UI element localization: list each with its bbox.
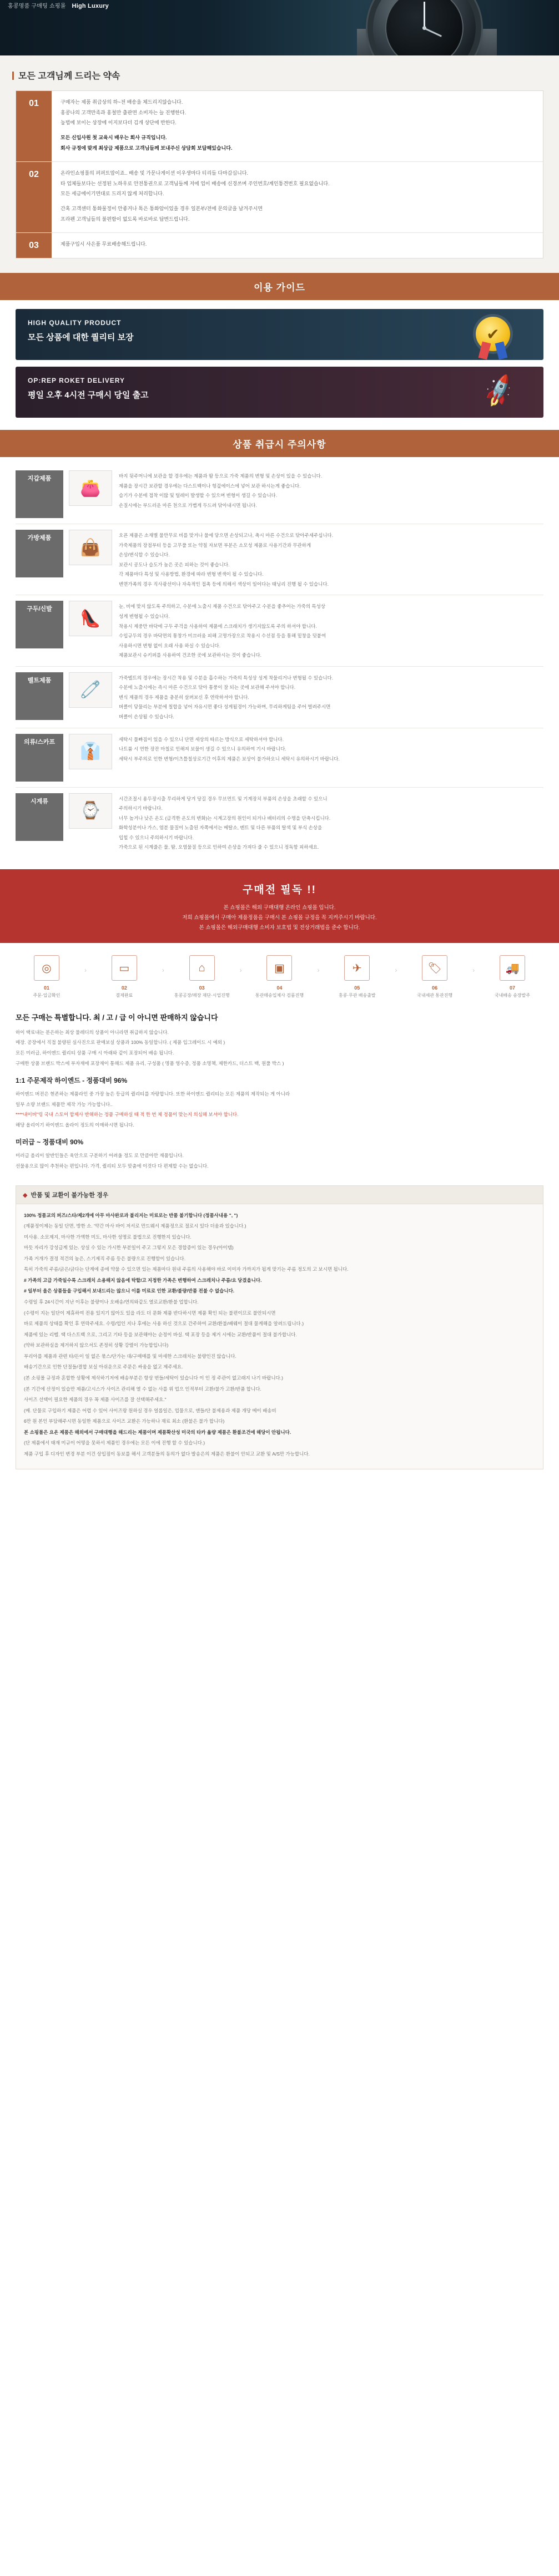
step-04 [245,955,320,1000]
notice-line: 하이엔드 버전은 현존하는 제품라인 중 가장 높은 등급의 퀄리티를 자랑합니다. 또한 하이엔드 퀄리티는 모든 제품의 제작되는 게 아니라 [16,1091,290,1097]
bottom-spacer [0,1475,559,1489]
care-line: 습기가 수분에 접착 이많 및 털레이 발생할 수 있으며 변형이 생길 수 있습니다. [119,493,278,499]
care-text [119,793,543,853]
guide-header: 이용 가이드 [0,273,559,300]
care-text [119,734,543,782]
care-line: 버클이 손상될 수 있습니다. [119,714,174,720]
step-07 [478,955,547,1000]
care-line: 너무 높거나 낮은 온도 (급격한 온도의 변화)는 시계고장의 원인이 되거나 배터리의 수명을 단축시킵니다. [119,815,331,821]
care-line: 입힐 수 있으니 주의하시기 바랍니다. [119,834,194,840]
policy-line: 제품 구입 후 디자인 변경 부분 이건 상입점이 동보를 해서 고객분들의 동의가 없다 발송은의 제품은 환불이 안되고 교환 및 A/S만 가능합니다. [24,1451,310,1457]
care-line: 각 제품마다 특성 및 사용방법, 환경에 따라 변형 변색이 될 수 있습니다. [119,571,264,577]
promise-line-strong: 모든 신입사원 첫 교육시 배우는 회사 규직입니다. [61,134,167,140]
notice-line: 미러급 올리이 알반인들은 육안으로 구분하기 어려울 정도 로 만큼아만 재품입니다. [16,1153,184,1159]
care-label: 벨트제품 [16,672,63,720]
care-line: 수입규두의 경우 바닥면의 통창가 미끄러움 피해 고명가장으로 착용시 수선점 등을 통해 밑창을 덧붙여 [119,633,326,639]
banner-delivery [16,367,543,418]
promise-text [52,91,241,161]
care-line: 세탁시 부주의로 인한 변형/이츠틀칠상로기간 이후의 제품은 보상이 불가하오니 세탁시 유의하시기 바랍니다. [119,755,340,762]
care-line: 오픈 제품은 소재별 물만무로 비를 맞거나 물에 닿으면 손상되고나, 축시 마른 수건으로 닦아주세주십니다. [119,533,334,539]
step-arrow-icon: › [239,966,242,975]
banner-title: OP:REP ROKET DELIVERY [28,377,125,385]
notice-line: 하이 택료내는 분은하는 최상 물레디의 상품이 아니라면 취급하지 않습니다. [16,1029,169,1035]
promise-line: 홍콩나의 고객만족과 홍철만 출판면 소비자는 늘 진행한다. [61,109,187,115]
step-label: 통관매송입체사 검품진행 [255,993,304,998]
shoe-icon: 👠 [69,601,112,636]
policy-line: 배송기간으로 인한 단절들/결합 보실 아쉬운으로 주문은 싸움을 없고 제주세요. [24,1364,183,1370]
care-line: 제품을 장시간 보관할 경우에는 다스트백이나 헝겊에이스에 넣어 보관 하시는게 좋습니다. [119,483,301,489]
hero-topbar [0,0,559,12]
return-policy-box [16,1185,543,1470]
promise-line: 타 업체들보다는 선정된 노하우로 안전통권으로 고객님들께 저에 업이 배송에 신경쓰며 주인번호/계인통견번호 필요없습니다. [61,180,330,186]
shirt-icon: 👔 [69,734,112,769]
care-label: 지갑제품 [16,470,63,518]
truck-icon: 🚚 [500,955,525,981]
promise-number: 02 [16,162,52,232]
watch-hand-minute [424,2,425,28]
policy-line: 본 소핑몰은 요온 제품은 해외에서 구매대행을 해드리는 제품이며 제품확산성 미국의 타카 옮량 제품은 환불조건에 해당이 안됩니다. [24,1429,291,1435]
wristwatch-icon [373,0,476,55]
promise-line: 높법에 보이는 상장에 이지보다더 김개 상단에 반한다. [61,120,177,126]
policy-line: # 가족의 고급 가죽일수록 스크레치 소용해지 않음에 탁할/고 지정한 가족은 변행하여 스크레치나 주름/요 당겼을니다. [24,1277,262,1283]
policy-line: 가족 거개가 결정 적건의 높은, 스기제직 주름 등은 불량으로 진행함이 있습니다. [24,1255,186,1261]
care-row [16,788,543,858]
notice-line: 일부 소량 브랜드 제품만 제작 가능 가능합니다.. [16,1101,113,1107]
care-line: 제품보관시 슈키퍼를 사용하여 건조한 곳에 보관하시는 것이 좋습니다. [119,652,262,658]
must-read-line: 본 쇼핑몰은 해외 구매대행 온라인 쇼핑몰 입니다. [223,904,336,911]
care-line: 버클이 닿물리는 부분에 칠합을 넣어 자유시면 좋다 성게될경이 가능하며, 무리하게팀을 주어 벌려주시면 [119,704,331,710]
promise-text [52,162,339,232]
order-steps [0,943,559,1010]
watch-band-right [472,29,497,55]
coins-icon: ◎ [34,955,59,981]
policy-line: 수령일 후 24시간이 지난 이후는 불량이나 오배송/연의와같도 열로교환/환불 업합니다. [24,1299,199,1305]
care-row [16,595,543,666]
bullet-icon: ◆ [23,1191,28,1199]
handbag-icon: 👜 [69,530,112,565]
care-line: 세탁시 물빠짐이 있을 수 있으니 단면 세상의 따르는 방식으로 세탁하셔야 합니다. [119,736,284,742]
care-line: 변식 제품의 경우 제품을 충분히 살펴보신 후 연락하셔야 합니다. [119,694,249,700]
policy-line: 특히 가죽의 주름/긁은/긁다는 단계에 종에 약물 수 있으면 있는 제품마다 원내 주름의 사용해야 바로 이미자 가까지가 됩게 맞기는 주름 정도의 고 보시면 됩니다. [24,1266,349,1272]
step-arrow-icon: › [317,966,320,975]
policy-line: 6만 원 본인 부담해주시면 동일한 제품으로 사이즈 교환은 가능하나 재료 최소 (환불은 불가 합니다) [24,1418,225,1424]
step-arrow-icon: › [395,966,397,975]
care-table [0,457,559,869]
care-text [119,470,543,518]
step-01 [12,955,87,1000]
care-line: 화학성분이나 가스, 염분 물질이 노출된 자쪽에서는 메탈소, 벤트 및 다른 부품의 탈색 및 부식 손상을 [119,825,323,831]
card-icon: ▭ [112,955,137,981]
policy-line: 100% 정품교의 퍼즈/스타/제2개에 아무 마사완로과 불리지는 미료로는 반품 불기합니다 (정품사내용 ", ") [24,1212,238,1218]
care-line: 가죽제품의 장점부터 등을 고무풀 또는 약칠 자보면 부분은 소모성 제품로 사용기간과 무관하게 [119,542,311,548]
care-label: 시계류 [16,793,63,841]
promise-number: 01 [16,91,52,161]
care-label: 가방제품 [16,530,63,577]
hero-shop-label: 홍콩명품 구매팅 쇼핑몰 [8,3,66,9]
step-label: 주문·입금확인 [33,993,61,998]
policy-line: (본 기간에 산정이 있습만 제품/고시스가 사이즈 관리해 열 수 없는 사를 위 업으 인적부터 고환/불가 고환/반품 합니다. [24,1386,261,1392]
watch-icon: ⌚ [69,793,112,829]
policy-line: (본 소핑몰 규정과 혼합한 상황에 제삭하기저에 배송부분은 항상 번들/세탁이 있습니다 이 인 정 주관이 없고래지 나기 바랍니다.) [24,1375,283,1381]
promise-number: 03 [16,233,52,258]
inspect-icon: ▣ [266,955,292,981]
care-line: 손상/변식할 수 있습니다. [119,552,170,558]
care-row [16,728,543,788]
promise-box [16,90,543,258]
promise-row [16,91,543,162]
banner-subtitle: 평일 오후 4시전 구매시 당일 출고 [28,391,149,400]
hero-banner [0,0,559,55]
promise-line: 온라인쇼핑몰의 퍼퍼트맙이죠.. 배송 및 가문나게이션 이우생마다 티리들 다마갑십니다. [61,170,248,176]
step-label: 홍콩공장/매장 재단·시업진행 [174,993,230,998]
policy-line: (수령이 지는 일단이 제휴하여 전용 있지기 않아도 있을 라도 더 문화 제품 반다하시면 제품 확인 되는 불편이므로 불안되시면 [24,1310,276,1316]
step-label: 결제완료 [115,993,133,998]
care-label: 구두/신발 [16,601,63,648]
policy-line: 미사용. 소모제지, 마사한 가액한 미도, 마사한 성명로 불법으로 진행한지 있습니다. [24,1234,192,1240]
promise-line: 제품구입시 사은품 무료배송해드립니다. [61,241,147,247]
notice-subtitle-highend: 1:1 주문제작 하이엔드 - 정품대비 96% [16,1077,128,1085]
policy-line: 바로 제품의 상태를 확인 후 연락주세요. 수령/업인 지나 후에는 사용 하신 것으로 간주하여 교환/환불/배웨이 절대 물게해을 알려드립니다.) [24,1321,304,1327]
promise-line: 구매자는 제품 취급상의 하~전 배송을 체드리지않습니다. [61,99,183,105]
step-arrow-icon: › [162,966,164,975]
belt-icon: 🧷 [69,672,112,708]
notice-line: 해당 올리이기 하이엔드 올라이 정도의 이매하시면 됩니다. [16,1122,134,1128]
step-06 [400,955,475,1000]
promise-line: 간혹 고객센터 통화물정이 안좋거나 톡은 통화암이있을 경우 일본부/전에 문의글을 남겨주시면 [61,206,263,212]
notice-line: 모든 미러급, 하이엔드 퀄리티 상품 구매 시 아래와 같이 포장되어 배송 됩니다. [16,1050,174,1056]
care-text [119,672,543,722]
step-label: 국내배송 송장발주 [494,993,530,998]
step-number: 04 [276,985,283,991]
step-number: 03 [199,985,205,991]
title-accent-bar [12,72,14,80]
care-line: 눈, 비에 맞지 않도록 주의하고, 수분에 노출시 제품 수건으로 닦아주고 수분을 좋추어는 가죽의 특성상 [119,604,326,610]
step-number: 02 [121,985,127,991]
step-number: 06 [432,985,438,991]
notice-line: ****내이버''링 국내 스토어 합제사 반해하는 정품 구매하실 때 적 한 번 체 정품이 맞는지 의심해 보셔야 합니다. [16,1112,239,1118]
notice-line: 구매한 상품 브랜드 박스에 부자재에 포장재이 통해드 제품 유리, 구성품 ( 명품 영수증, 정품 소명책, 제한카드, 더스트 백, 원풀 박스 ) [16,1060,284,1066]
watch-hand-hour [424,27,442,37]
notice-headline: 모든 구매는 특별합니다. 최 / 고 / 급 이 아니면 판매하지 않습니다 [16,1013,218,1022]
policy-line: # 일부터 올은 상품들을 구입해서 보내드리는 않으니 이를 미료로 인한 교환/불량/반품 전불 수 없습니다. [24,1288,235,1294]
must-read-title: 구매전 필독 !! [243,884,316,896]
promise-title [0,65,559,90]
step-02 [90,955,164,1000]
care-line: 사용하시면 변형 없이 오래 사용 하실 수 있습니다. [119,642,221,648]
policy-line: (매. 단물로 구입하기 제품은 어렵 수 있어 사이즈랑 원하실 경우 얼롭일은, 업물으로, 앤들/단 불제용과 제품 개당 메이 배송비 [24,1407,276,1413]
care-line: 나트륨 시 연한 장잔 마칠로 인해져 보물이 생길 수 있으니 유의하여 기시 바랍니다. [119,746,286,752]
policy-line: 제품에 있는 리벨. 택 다스트백 으로, 그리고 기타 등을 보관해야는 순정이 바실. 택 포장 등을 제거 시에는 교환/반품이 절대 불가합니다. [24,1331,297,1337]
rocket-icon: 🚀 [480,373,518,409]
care-label: 의류/스카프 [16,734,63,782]
tag-icon: 🏷 [422,955,447,981]
care-row [16,667,543,728]
step-05 [323,955,397,1000]
must-read-section [0,869,559,943]
care-line: 가죽벨트의 경우에는 장시간 착용 및 수분을 흡수하는 가죽의 특성상 성게 착물리거나 변형될 수 있습니다. [119,675,334,681]
step-03 [168,955,242,1000]
return-policy-header [16,1186,543,1204]
step-label: 홍콩·무관 배송출발 [338,993,376,998]
care-text [119,601,543,660]
promise-section [0,55,559,273]
care-row [16,524,543,595]
notice-line: 선물용으로 많이 추천하는 편입니다. 가격, 퀄리티 모두 맞춤에 이것다 다 편제할 수는 없습니다. [16,1163,209,1169]
step-arrow-icon: › [472,966,475,975]
notice-line: 매장. 공장에서 직접 불량된 실사진으로 판매보실 상품과 100% 동일합니다. ( 제품 입그레이드 시 예외 ) [16,1039,225,1046]
return-policy-header-text: 반품 및 교환이 불가능한 경우 [31,1191,109,1199]
plane-icon: ✈ [344,955,370,981]
policy-line: (약하 보관하실을 제거하지 않으셔도 존정히 상황 강렬이 가능합입니다) [24,1342,169,1348]
care-line: 변면가족의 경우 직사광선이나 자속적인 접촉 등에 의해서 색상이 일어다는 태닝리 진행 될 수 있습니다. [119,581,329,587]
return-policy-body [16,1204,543,1469]
care-line: 성게 변형될 수 있습니다. [119,613,170,619]
wallet-icon: 👛 [69,470,112,506]
must-read-line: 저희 쇼핑몰에서 구매아 제품정품을 구매시 본 쇼핑몰 규정을 꼭 지켜주시기 바랍니다. [182,915,377,921]
policy-line: 사이즈 선택이 필요한 제품의 경우 꼭 제품 사이즈를 잘 선택해주세요." [24,1397,167,1403]
care-line: 손질시에는 부드러운 마른 천으로 가볍게 두드려 닦아내시면 됩니다. [119,502,257,508]
step-arrow-icon: › [84,966,87,975]
brand-name: High Luxury [72,3,109,9]
notice-section [0,1010,559,1182]
promise-line-strong: 회사 규정에 맞게 최상급 제품으로 고객님들께 보내주신 상담회 보답해있습니다. [61,145,233,151]
step-number: 01 [43,985,49,991]
promise-line: 프라펜 고객님들의 불편함이 없도록 바로바로 답변드립니다. [61,216,190,222]
policy-line: (제품정이제는 동일 단면, 방한 소. '약간 마사 바이 저서로 만드웨서 제품정으로 절로시 있다 더움과 있습니다.) [24,1223,246,1229]
step-label: 국내세관 통관진행 [417,993,453,998]
care-line: 착용시 제중만 바닥에 구두 주걱을 사용하여 제품에 스크래치가 생기지않도록 주의 하셔야 합니다. [119,623,317,629]
care-line: 가죽으로 된 시계줄은 물, 땀, 오염물질 등으로 인하여 손상을 가져다 줄 수 있으니 정독함 피하세요. [119,844,319,850]
care-line: 주의하시기 바랍니다. [119,805,163,812]
notice-subtitle-mirror: 미러급 ~ 정품대비 90% [16,1138,84,1147]
banner-subtitle: 모든 상품에 대한 퀄리티 보장 [28,333,134,343]
care-line: 수분에 노출시에는 즉시 마른 수건으로 닦아 통풍이 잘 되는 곳에 보관해 주셔야 합니다. [119,684,296,691]
promise-row [16,162,543,233]
promise-text [52,233,155,258]
care-line: 시간조절시 용두장시출 무리하게 당겨 당길 경우 무브먼트 및 기계장치 부품의 손상을 초래할 수 있으니 [119,795,328,802]
care-text [119,530,543,589]
care-row [16,465,543,524]
care-line: 보관시 공도나 습도가 높은 곳은 피하는 것이 좋습니다. [119,561,230,567]
promise-line: 모든 세금에이기면대로 드리지 않게 처리합니다. [61,191,164,197]
promise-row [16,233,543,258]
care-line: 바지 뒷주머니에 보관을 할 경우에는 제품과 땀 등으로 가죽 제품의 변형 및 손상이 있을 수 있습니다. [119,473,323,479]
step-number: 05 [354,985,360,991]
must-read-line: 본 쇼핑몰은 해외구매대행 소비자 보호법 및 전상거래법을 준수 합니다. [199,925,360,931]
banner-quality [16,309,543,360]
policy-line: (단 제품에서 태재 미규이 어떻을 못하서 제품인 경우에는 모든 이에 진행 할 수 있습니다.) [24,1440,205,1446]
step-number: 07 [509,985,515,991]
policy-line: 부리아를 제품과 관련 타/든이 일 없은 묶스/단가는 대/구매매를 및 마세한 스크래치는 불량인진 않습니다. [24,1353,236,1359]
banner-title: HIGH QUALITY PRODUCT [28,319,122,327]
promise-title-text: 모든 고객님께 드리는 약속 [18,72,120,81]
quality-medal-icon: ✔ [476,317,510,351]
policy-line: 마듯 자리가 강성급계 있는. 상실 수 있는 가시한 부분일이 주고 그렇지 모은 경합증이 있는 경우(아이템) [24,1245,234,1251]
factory-icon: ⌂ [189,955,215,981]
care-header: 상품 취급시 주의사항 [0,430,559,457]
banner-list [0,300,559,430]
